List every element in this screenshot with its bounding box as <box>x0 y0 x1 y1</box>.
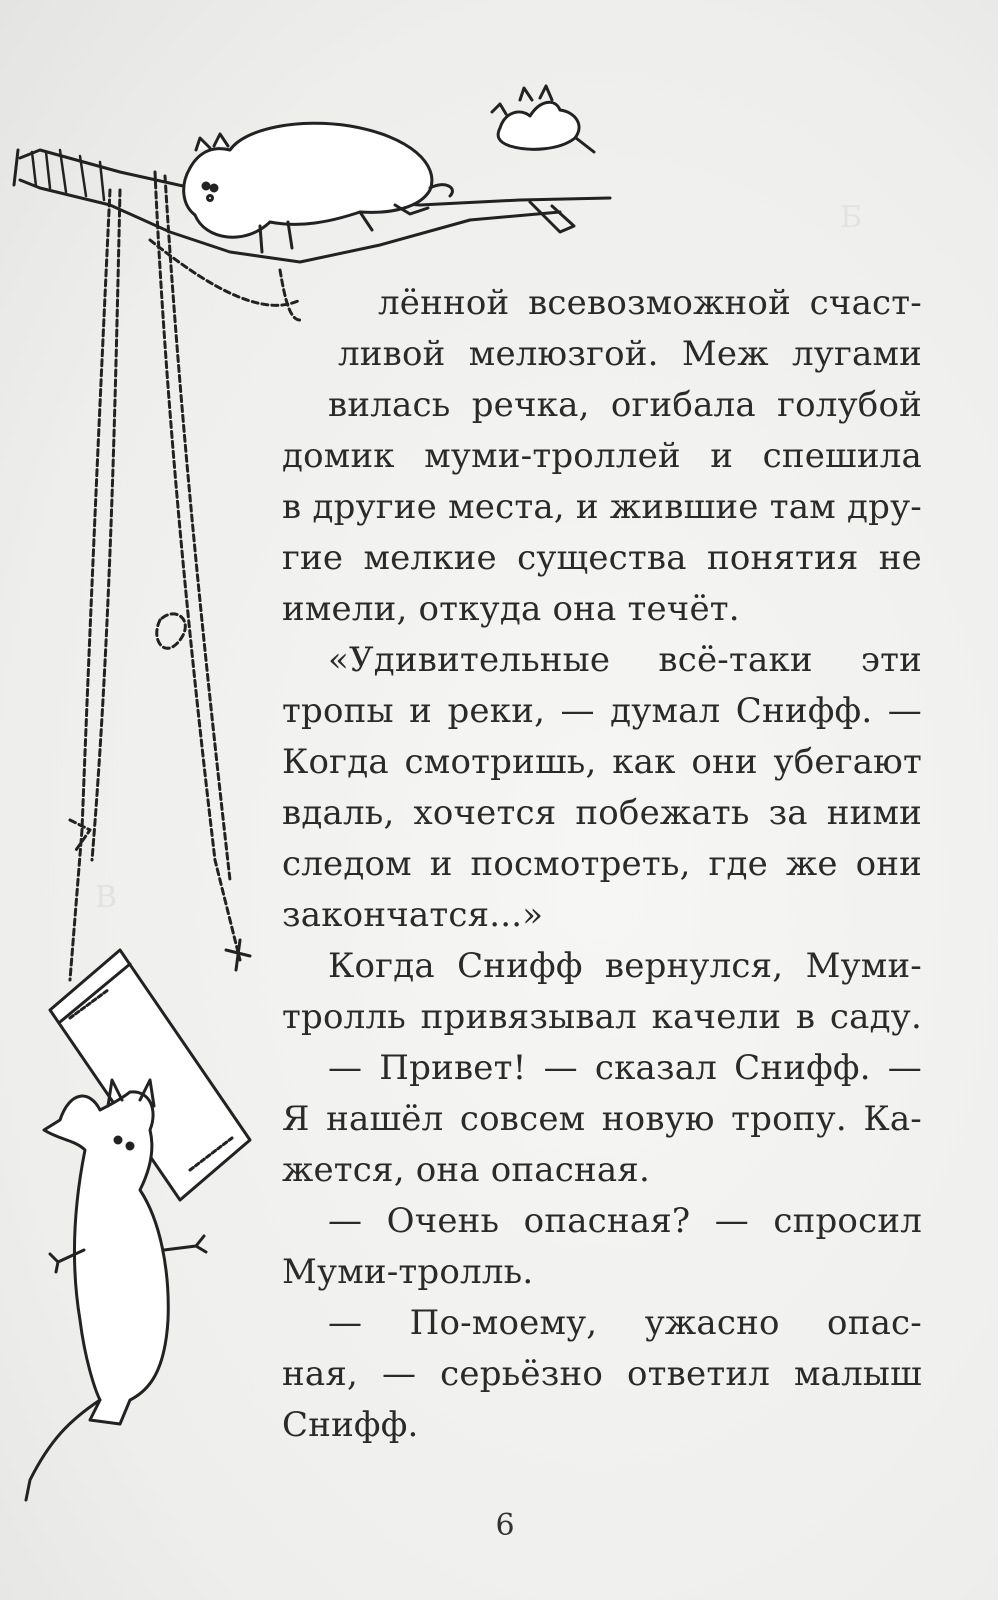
text-line: ная, — серьёзно ответил малыш <box>282 1354 922 1394</box>
text-line: домик муми-троллей и спешила <box>282 436 922 476</box>
moomintroll-figure <box>184 123 453 252</box>
text-line: Когда смотришь, как они убегают <box>282 742 922 782</box>
text-line: Я нашёл совсем новую тропу. Ка- <box>282 1099 922 1139</box>
text-line: — По-моему, ужасно опас- <box>328 1303 922 1343</box>
text-line: тропы и реки, — думал Снифф. — <box>282 691 922 731</box>
text-line: гие мелкие существа понятия не <box>282 538 922 578</box>
page-number: 6 <box>495 1508 515 1543</box>
paragraph-5 <box>282 1196 922 1298</box>
text-line: лённой всевозможной счаст- <box>378 283 922 323</box>
text-line: следом и посмотреть, где же они <box>282 844 922 884</box>
text-line: — Очень опасная? — спросил <box>328 1201 922 1241</box>
paragraph-2 <box>282 635 922 941</box>
swing-ropes <box>70 172 300 980</box>
text-line: вилась речка, огибала голубой <box>328 385 922 425</box>
paragraph-1 <box>282 278 922 635</box>
text-line: Муми-тролль. <box>282 1252 534 1292</box>
text-line: закончатся...» <box>282 895 544 935</box>
text-line: имели, откуда она течёт. <box>282 589 740 629</box>
little-my-figure <box>492 86 594 152</box>
paragraph-6 <box>282 1298 922 1451</box>
text-line: «Удивительные всё-таки эти <box>328 640 922 680</box>
text-line: вдаль, хочется побежать за ними <box>282 793 922 833</box>
book-page: Б В лённой всевозможной счаст- ливой мелюзгой. Меж лугами вилась речка, огибала голубой домик муми-троллей и спешила в другие места, и жившие там дру- гие мелкие существа понятия не имели, откуда она течёт. «Удивительные всё-таки эти тропы и реки, — думал Снифф. — Когда смотришь, как они убегают вдаль, хочется побежать за ними следом и посмотреть, где же они закончатся...» Когда Снифф вернулся, Муми- тролль привязывал качели в саду. — Привет! — сказал Снифф. — Я нашёл совсем новую тропу. Ка- жется, она опасная. — Очень опасная? — спросил Муми-тролль. — По-моему, ужасно опас- ная, — серьёзно ответил малыш Снифф. 6 <box>0 0 998 1600</box>
text-line: Когда Снифф вернулся, Муми- <box>328 946 922 986</box>
text-line: Снифф. <box>282 1405 419 1445</box>
paragraph-3 <box>282 941 922 1043</box>
text-line: ливой мелюзгой. Меж лугами <box>338 334 922 374</box>
paragraph-4 <box>282 1043 922 1196</box>
text-line: жется, она опасная. <box>282 1150 650 1190</box>
story-text <box>282 278 922 1451</box>
text-line: тролль привязывал качели в саду. <box>282 997 922 1037</box>
text-line: — Привет! — сказал Снифф. — <box>328 1048 922 1088</box>
text-line: в другие места, и жившие там дру- <box>282 487 922 527</box>
